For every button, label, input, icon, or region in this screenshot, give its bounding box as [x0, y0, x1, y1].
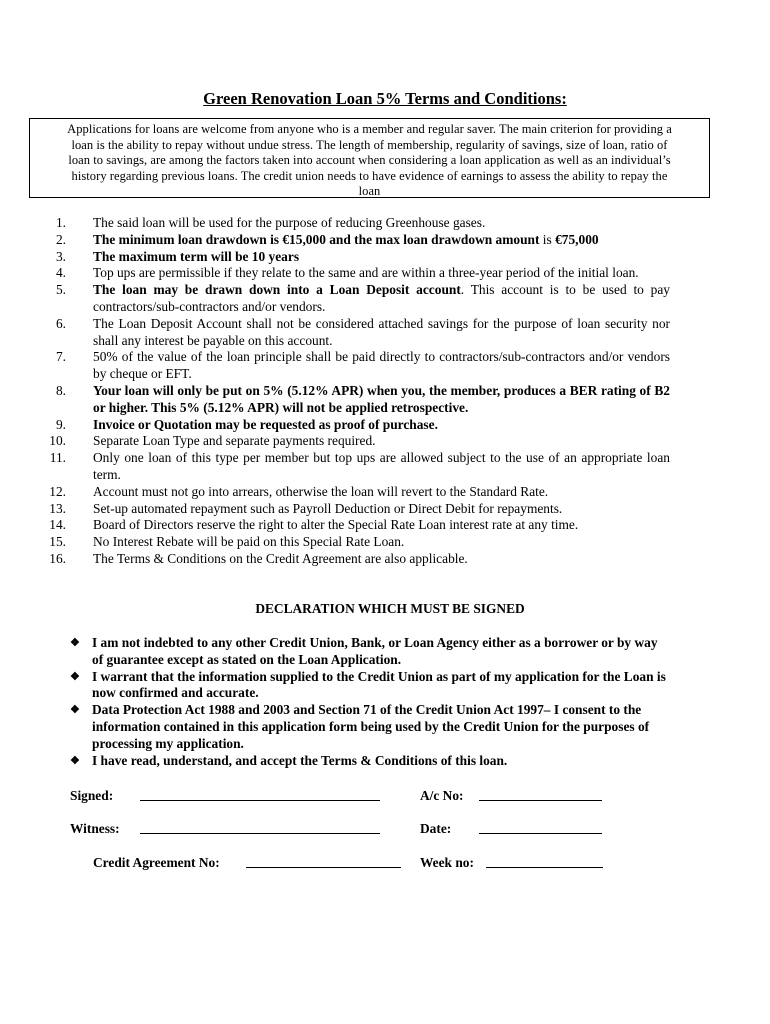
term-item: [40, 534, 670, 551]
term-item: [40, 433, 670, 450]
term-number: 5.: [55, 282, 66, 298]
page-title: Green Renovation Loan 5% Terms and Conditions:: [203, 89, 567, 108]
term-text: Your loan will only be put on 5% (5.12% APR) when you, the member, produces a BER rating of B2 or higher. This 5% (5.12% APR) will not be applied retrospective.: [93, 382, 670, 415]
term-item: [40, 450, 670, 484]
credit-agreement-line[interactable]: [246, 867, 401, 868]
term-item: [40, 551, 670, 568]
term-item: [40, 249, 670, 266]
term-number: 9.: [55, 416, 66, 432]
term-text: No Interest Rebate will be paid on this Special Rate Loan.: [93, 534, 405, 550]
date-label: Date:: [420, 821, 452, 836]
terms-list: [40, 215, 670, 568]
week-no-line[interactable]: [486, 867, 603, 868]
term-item: [40, 484, 670, 501]
term-item: [40, 383, 670, 417]
term-text: Board of Directors reserve the right to alter the Special Rate Loan interest rate at any time.: [93, 517, 579, 533]
diamond-bullet-icon: ❖: [70, 704, 80, 717]
term-number: 12.: [49, 483, 66, 499]
declaration-item: [70, 753, 670, 770]
term-number: 3.: [55, 248, 66, 264]
term-text: The Terms & Conditions on the Credit Agreement are also applicable.: [93, 550, 468, 566]
term-item: [40, 282, 670, 316]
term-item: [40, 215, 670, 232]
term-text: Separate Loan Type and separate payments required.: [93, 433, 376, 449]
term-text: The maximum term will be 10 years: [93, 248, 300, 264]
declaration-item: [70, 635, 670, 669]
declaration-text: I have read, understand, and accept the Terms & Conditions of this loan.: [92, 752, 508, 768]
intro-box: Applications for loans are welcome from anyone who is a member and regular saver. The main criterion for providing a loan is the ability to repay without undue stress. The length of membership, regularity of savings, size of loan, ratio of loan to savings, are among the factors taken into account when considering a loan application as well as an individual’s history regarding previous loans. The credit union needs to have evidence of earnings to assess the ability to repay the loan: [29, 118, 710, 198]
term-item: [40, 232, 670, 249]
term-number: 11.: [49, 450, 66, 466]
term-text: Account must not go into arrears, otherwise the loan will revert to the Standard Rate.: [93, 483, 549, 499]
declaration-item: [70, 669, 670, 703]
term-number: 7.: [55, 349, 66, 365]
witness-label: Witness:: [70, 821, 120, 836]
term-text: 50% of the value of the loan principle shall be paid directly to contractors/sub-contractors and/or vendors by cheque or EFT.: [93, 349, 670, 382]
term-text: The Loan Deposit Account shall not be considered attached savings for the purpose of loan security nor shall any interest be payable on this account.: [93, 315, 670, 348]
term-number: 16.: [49, 550, 66, 566]
term-text: The said loan will be used for the purpose of reducing Greenhouse gases.: [93, 215, 486, 230]
term-number: 15.: [49, 534, 66, 550]
term-number: 2.: [55, 231, 66, 247]
declaration-item: [70, 702, 670, 752]
witness-line[interactable]: [140, 833, 380, 834]
diamond-bullet-icon: ❖: [70, 670, 80, 683]
term-text: Set-up automated repayment such as Payroll Deduction or Direct Debit for repayments.: [93, 500, 563, 516]
term-number: 14.: [49, 517, 66, 533]
term-number: 6.: [55, 315, 66, 331]
term-item: [40, 417, 670, 434]
term-number: 13.: [49, 500, 66, 516]
term-number: 10.: [49, 433, 66, 449]
week-no-label: Week no:: [420, 855, 474, 870]
ac-no-label: A/c No:: [420, 788, 464, 803]
term-item: [40, 316, 670, 350]
term-item: [40, 265, 670, 282]
term-number: 4.: [55, 265, 66, 281]
signed-line[interactable]: [140, 800, 380, 801]
date-line[interactable]: [479, 833, 602, 834]
diamond-bullet-icon: ❖: [70, 754, 80, 767]
term-number: 1.: [55, 215, 66, 230]
declaration-text: Data Protection Act 1988 and 2003 and Section 71 of the Credit Union Act 1997– I consent to the information contained in this application form being used by the Credit Union for the purposes of processing my application.: [92, 702, 650, 751]
credit-agreement-label: Credit Agreement No:: [93, 855, 220, 870]
term-item: [40, 517, 670, 534]
ac-no-line[interactable]: [479, 800, 602, 801]
term-number: 8.: [55, 382, 66, 398]
term-item: [40, 501, 670, 518]
declaration-title: DECLARATION WHICH MUST BE SIGNED: [255, 601, 525, 616]
term-item: [40, 349, 670, 383]
term-text: Top ups are permissible if they relate to the same and are within a three-year period of the initial loan.: [93, 265, 639, 281]
declaration-text: I am not indebted to any other Credit Union, Bank, or Loan Agency either as a borrower or by way of guarantee except as stated on the Loan Application.: [92, 635, 658, 667]
term-text: The minimum loan drawdown is €15,000 and the max loan drawdown amount is €75,000: [93, 231, 599, 247]
signed-label: Signed:: [70, 788, 114, 803]
declaration-text: I warrant that the information supplied to the Credit Union as part of my application for the Loan is now confirmed and accurate.: [92, 668, 666, 701]
term-text: Invoice or Quotation may be requested as proof of purchase.: [93, 416, 438, 432]
term-text: The loan may be drawn down into a Loan Deposit account. This account is to be used to pay contractors/sub-contractors and/or vendors.: [93, 282, 670, 314]
diamond-bullet-icon: ❖: [70, 637, 80, 649]
term-text: Only one loan of this type per member but top ups are allowed subject to the use of an appropriate loan term.: [93, 450, 670, 482]
declaration-list: [70, 635, 670, 769]
